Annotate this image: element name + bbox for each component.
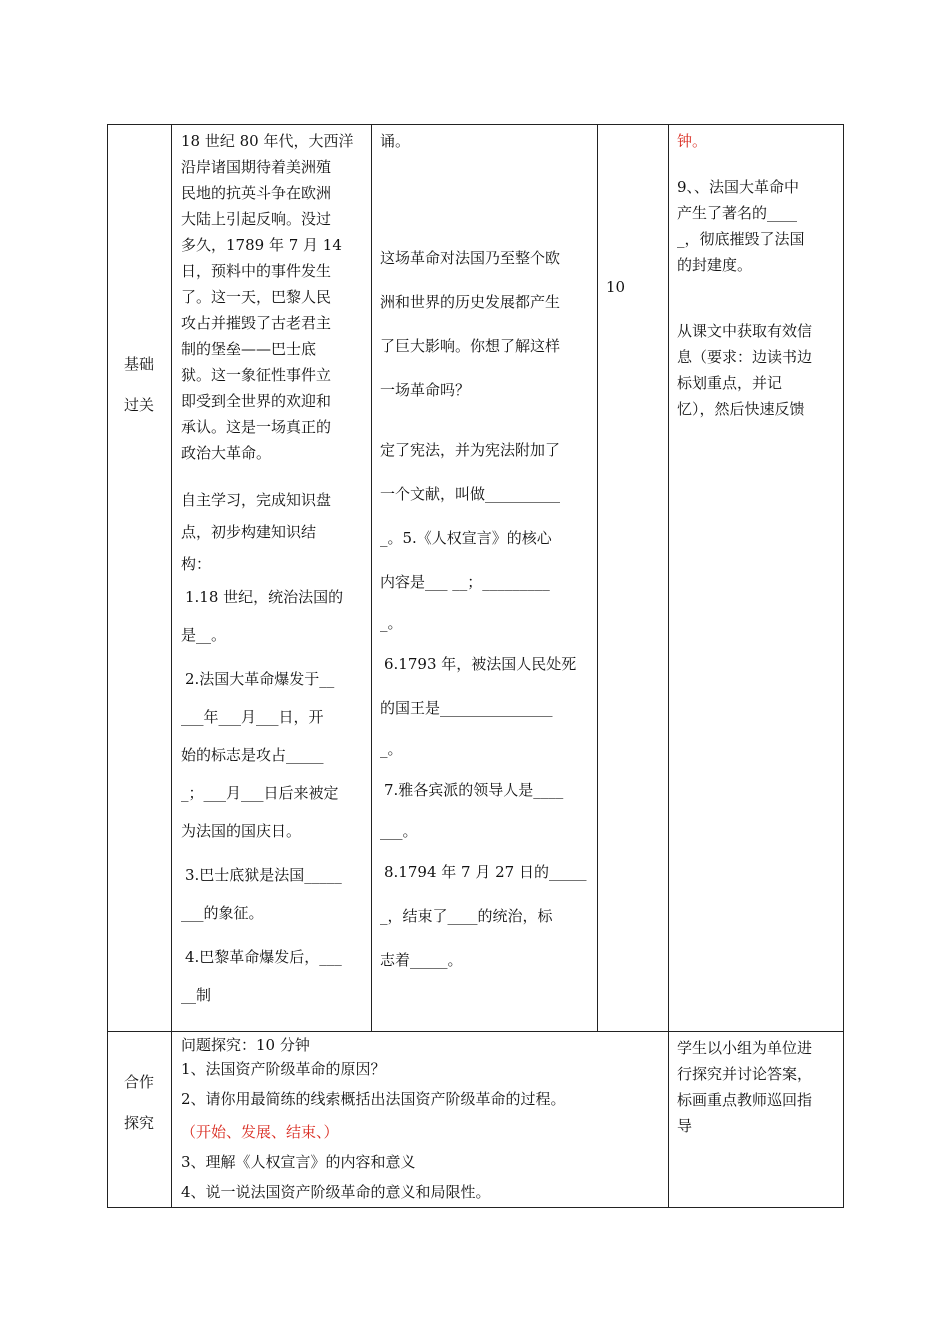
- text-line: 10: [606, 278, 626, 296]
- self-study-task: [181, 484, 367, 580]
- text-line: 大陆上引起反响。没过: [181, 210, 332, 228]
- text-line: 息（要求：边读书边: [677, 348, 813, 366]
- text-line: ___年___月___日，开: [181, 708, 324, 726]
- text-line: 了。这一天，巴黎人民: [181, 288, 332, 306]
- table-divider: [371, 124, 372, 1032]
- text-line: 过关: [123, 396, 154, 414]
- text-line: 钟。: [677, 132, 708, 150]
- text-line: _；___月___日后来被定: [181, 784, 339, 802]
- text-line: 民地的抗英斗争在欧洲: [181, 184, 332, 202]
- question-5: 定了宪法，并为宪法附加了: [380, 441, 561, 459]
- text-line: 学生以小组为单位进: [677, 1039, 813, 1057]
- reading-instruction: 从课文中获取有效信: [677, 322, 813, 340]
- inquiry-questions: [181, 1033, 663, 1207]
- table-divider: [171, 124, 172, 1208]
- text-line: 狱。这一象征性事件立: [181, 366, 332, 384]
- question-7: 7.雅各宾派的领导人是____: [384, 781, 564, 799]
- question-4: 4.巴黎革命爆发后，___: [185, 948, 342, 966]
- text-line: 即受到全世界的欢迎和: [181, 392, 332, 410]
- question-8: 8.1794 年 7 月 27 日的_____: [384, 863, 587, 881]
- text-line: _，彻底摧毁了法国: [677, 230, 805, 248]
- question-2: 2.法国大革命爆发于__: [185, 670, 335, 688]
- text-line: 诵。: [380, 132, 411, 150]
- text-line: 这场革命对法国乃至整个欧: [380, 249, 561, 267]
- text-line: 为法国的国庆日。: [181, 822, 302, 840]
- text-line: 1、法国资产阶级革命的原因？: [181, 1060, 386, 1078]
- question-list: [181, 578, 367, 1014]
- row-label-cooperative: [109, 1054, 169, 1151]
- text-line: 多久，1789 年 7 月 14: [181, 236, 342, 254]
- text-line: 承认。这是一场真正的: [181, 418, 332, 436]
- text-line: 4、说一说法国资产阶级革命的意义和局限性。: [181, 1183, 491, 1201]
- text-line: 2、请你用最简练的线索概括出法国资产阶级革命的过程。: [181, 1090, 566, 1108]
- text-line: 内容是___ __；_________: [380, 573, 550, 591]
- text-line: 政治大革命。: [181, 444, 272, 462]
- text-line: 了巨大影响。你想了解这样: [380, 337, 561, 355]
- text-line: 的封建度。: [677, 256, 753, 274]
- question-1: 1.18 世纪，统治法国的: [185, 588, 344, 606]
- intro-text: [181, 128, 367, 466]
- text-line: 日，预料中的事件发生: [181, 262, 332, 280]
- text-line: 3、理解《人权宣言》的内容和意义: [181, 1153, 416, 1171]
- text-line: 探究: [123, 1114, 154, 1132]
- inquiry-heading: 问题探究：10 分钟: [181, 1036, 310, 1054]
- text-line: 构：: [181, 555, 212, 573]
- text-line: 沿岸诸国期待着美洲殖: [181, 158, 332, 176]
- table-divider: [107, 1031, 844, 1032]
- text-line: 点，初步构建知识结: [181, 523, 317, 541]
- question-3: 3.巴士底狱是法国_____: [185, 866, 342, 884]
- text-line: 标划重点，并记: [677, 374, 783, 392]
- text-line: ___。: [380, 822, 418, 840]
- text-line: 标画重点教师巡回指: [677, 1091, 813, 1109]
- text-line: 是__。: [181, 626, 227, 644]
- text-line: ___的象征。: [181, 904, 264, 922]
- text-line: 一个文献，叫做__________: [380, 485, 561, 503]
- text-line: 洲和世界的历史发展都产生: [380, 293, 561, 311]
- text-line: _，结束了____的统治，标: [380, 907, 553, 925]
- time-minutes: [606, 274, 662, 300]
- group-activity-notes: [677, 1035, 839, 1139]
- text-line: _。: [380, 740, 403, 758]
- question-9: 9、、法国大革命中: [677, 178, 800, 196]
- text-line: 志着_____。: [380, 951, 463, 969]
- reading-column: [181, 128, 367, 1028]
- text-line: 合作: [123, 1073, 154, 1091]
- text-line: 的国王是_______________: [380, 699, 553, 717]
- text-line: 18 世纪 80 年代，大西洋: [181, 132, 354, 150]
- text-line: 一场革命吗？: [380, 381, 471, 399]
- text-line: __制: [181, 986, 212, 1004]
- discussion-column: [380, 128, 592, 1028]
- text-line: 攻占并摧毁了古老君主: [181, 314, 332, 332]
- text-line: 导: [677, 1117, 693, 1135]
- text-line: 产生了著名的____: [677, 204, 798, 222]
- text-line: （开始、发展、结束、）: [181, 1123, 339, 1141]
- row-label-basic: [109, 336, 169, 433]
- text-line: _。5.《人权宣言》的核心: [380, 529, 552, 547]
- table-divider: [668, 124, 669, 1208]
- text-line: 基础: [123, 355, 154, 373]
- text-line: 行探究并讨论答案，: [677, 1065, 813, 1083]
- text-line: _。: [380, 614, 403, 632]
- text-line: 自主学习，完成知识盘: [181, 491, 332, 509]
- teacher-notes-column: [677, 128, 839, 1028]
- question-6: 6.1793 年，被法国人民处死: [384, 655, 577, 673]
- text-line: 忆），然后快速反馈: [677, 400, 805, 418]
- text-line: 制的堡垒——巴士底: [181, 340, 317, 358]
- table-divider: [597, 124, 598, 1032]
- text-line: 始的标志是攻占_____: [181, 746, 324, 764]
